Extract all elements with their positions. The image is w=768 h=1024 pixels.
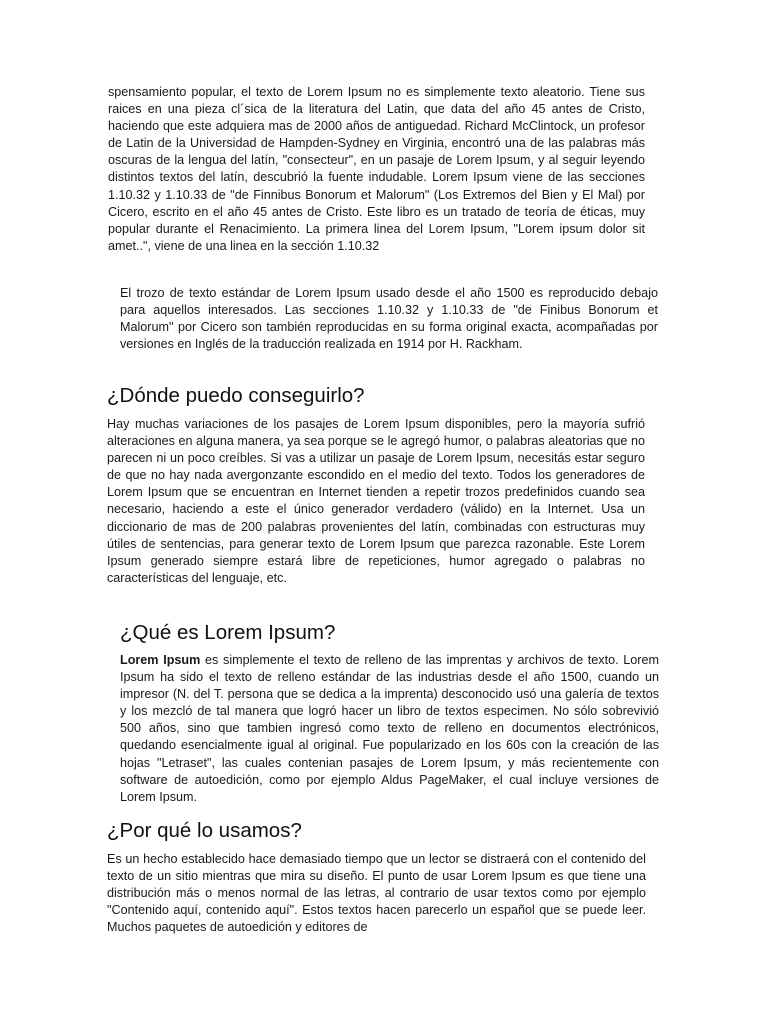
heading-donde-puedo-conseguirlo: ¿Dónde puedo conseguirlo? [107, 384, 365, 407]
que-paragraph [120, 652, 659, 806]
blockquote-paragraph: El trozo de texto estándar de Lorem Ipsum usado desde el año 1500 es reproducido debajo para aquellos interesados. Las secciones 1.10.32 y 1.10.33 de "de Finibus Bonorum et Malorum" por Cicero son también reproducidas en su forma original exacta, acompañadas por versiones en Inglés de la traducción realizada en 1914 por H. Rackham. [120, 286, 658, 352]
porque-paragraph: Es un hecho establecido hace demasiado tiempo que un lector se distraerá con el contenido del texto de un sitio mientras que mira su diseño. El punto de usar Lorem Ipsum es que tiene una distribución más o menos normal de las letras, al contrario de usar textos como por ejemplo "Contenido aquí, contenido aquí". Estos textos hacen parecerlo un español que se puede leer. Muchos paquetes de autoedición y editores de [107, 852, 646, 935]
heading-que-es-lorem-ipsum: ¿Qué es Lorem Ipsum? [120, 621, 336, 644]
intro-paragraph: spensamiento popular, el texto de Lorem Ipsum no es simplemente texto aleatorio. Tiene sus raices en una pieza cl´sica de la literatura del Latin, que data del año 45 antes de Cristo, haciendo que este adquiera mas de 2000 años de antiguedad. Richard McClintock, un profesor de Latin de la Universidad de Hampden-Sydney en Virginia, encontró una de las palabras más oscuras de la lengua del latín, "consecteur", en un pasaje de Lorem Ipsum, y al seguir leyendo distintos textos del latín, descubrió la fuente indudable. Lorem Ipsum viene de las secciones 1.10.32 y 1.10.33 de "de Finnibus Bonorum et Malorum" (Los Extremos del Bien y El Mal) por Cicero, escrito en el año 45 antes de Cristo. Este libro es un tratado de teoría de éticas, muy popular durante el Renacimiento. La primera linea del Lorem Ipsum, "Lorem ipsum dolor sit amet..", viene de una linea en la sección 1.10.32 [108, 85, 645, 253]
que-paragraph-body: es simplemente el texto de relleno de las imprentas y archivos de texto. Lorem Ipsum ha sido el texto de relleno estándar de las industrias desde el año 1500, cuando un impresor (N. del T. persona que se dedica a la imprenta) desconocido usó una galería de textos y los mezcló de tal manera que logró hacer un libro de textos especimen. No sólo sobrevivió 500 años, sino que tambien ingresó como texto de relleno en documentos electrónicos, quedando esencialmente igual al original. Fue popularizado en los 60s con la creación de las hojas "Letraset", las cuales contenian pasajes de Lorem Ipsum, y más recientemente con software de autoedición, como por ejemplo Aldus PageMaker, el cual incluye versiones de Lorem Ipsum. [120, 653, 659, 804]
heading-por-que-lo-usamos: ¿Por qué lo usamos? [107, 819, 302, 842]
lorem-ipsum-bold-lead: Lorem Ipsum [120, 653, 201, 667]
donde-paragraph: Hay muchas variaciones de los pasajes de Lorem Ipsum disponibles, pero la mayoría sufrió alteraciones en alguna manera, ya sea porque se le agregó humor, o palabras aleatorias que no parecen ni un poco creíbles. Si vas a utilizar un pasaje de Lorem Ipsum, necesitás estar seguro de que no hay nada avergonzante escondido en el medio del texto. Todos los generadores de Lorem Ipsum que se encuentran en Internet tienden a repetir trozos predefinidos cuando sea necesario, haciendo a este el único generador verdadero (válido) en la Internet. Usa un diccionario de mas de 200 palabras provenientes del latín, combinadas con estructuras muy útiles de sentencias, para generar texto de Lorem Ipsum que parezca razonable. Este Lorem Ipsum generado siempre estará libre de repeticiones, humor agregado o palabras no características del lenguaje, etc. [107, 417, 645, 585]
